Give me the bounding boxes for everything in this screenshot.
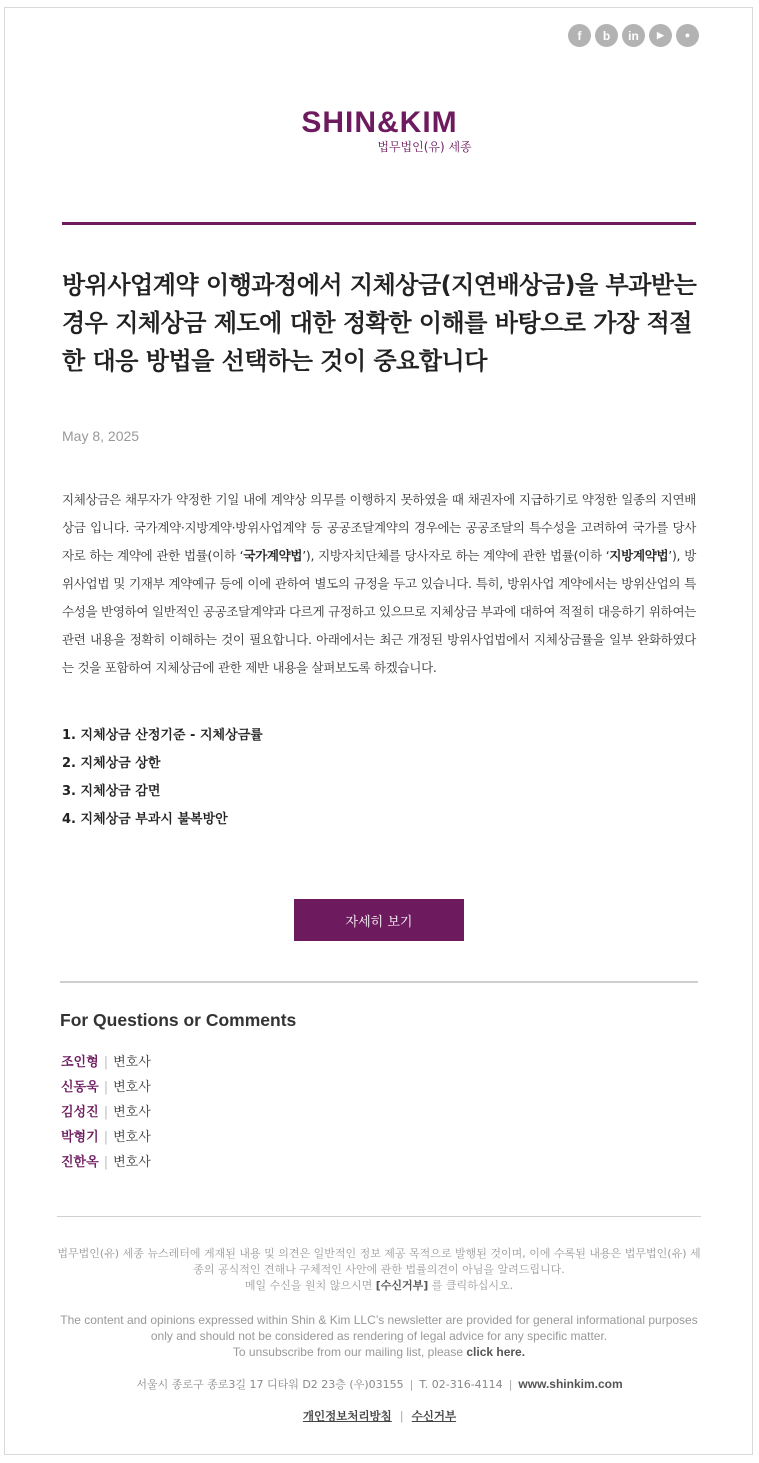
contact-list <box>61 1050 151 1175</box>
questions-heading: For Questions or Comments <box>60 1010 297 1030</box>
office-address: 서울시 종로구 종로3길 17 디타워 D2 23층 (우)03155 <box>136 1378 404 1391</box>
contact-item <box>61 1050 151 1075</box>
pipe-separator: | <box>409 1378 414 1391</box>
logo-wordmark: SHIN&KIM <box>301 106 458 139</box>
facebook-icon[interactable]: f <box>568 24 591 47</box>
youtube-icon[interactable]: ▶ <box>649 24 672 47</box>
toc-item: 1. 지체상금 산정기준 - 지체상금률 <box>62 728 263 743</box>
disclaimer-text: The content and opinions expressed within Shin & Kim LLC’s newsletter are provided for general informational purposes only and should not be considered as rendering of legal advice for any specific matter. <box>60 1313 698 1343</box>
contact-role: 변호사 <box>113 1130 151 1145</box>
contact-name[interactable]: 김성진 <box>61 1105 99 1120</box>
contact-item <box>61 1075 151 1100</box>
body-segment: ’), 방위사업법 및 기재부 계약예규 등에 이에 관하여 별도의 규정을 두고 있습니다. 특히, 방위사업 계약에서는 방위산업의 특수성을 반영하여 일반적인 공공조달계약과 다르게 규정하고 있으므로 지체상금 부과에 대하여 적절히 대응하기 위하여는 관련 내용을 정확히 이해하는 것이 필요합니다. 아래에서는 최근 개정된 방위사업법에서 지체상금률을 일부 완화하였다는 것을 포함하여 지체상금에 관한 제반 내용을 살펴보도록 하겠습니다. <box>62 548 696 675</box>
contact-separator: | <box>103 1080 109 1095</box>
disclaimer-korean <box>57 1246 701 1294</box>
unsubscribe-inline-en[interactable]: click here. <box>466 1345 526 1359</box>
contact-name[interactable]: 조인형 <box>61 1055 99 1070</box>
disclaimer-english <box>57 1312 701 1360</box>
contact-role: 변호사 <box>113 1080 151 1095</box>
unsubscribe-link[interactable]: 수신거부 <box>411 1409 457 1423</box>
contact-role: 변호사 <box>113 1055 151 1070</box>
contact-separator: | <box>103 1130 109 1145</box>
table-of-contents <box>62 722 263 834</box>
body-bold-term: 국가계약법 <box>243 548 303 563</box>
disclaimer-text: 법무법인(유) 세종 뉴스레터에 게재된 내용 및 의견은 일반적인 정보 제공 목적으로 발행된 것이며, 이에 수록된 내용은 법무법인(유) 세종의 공식적인 견해나 구체적인 사안에 관한 법률의견이 아님을 알려드립니다. <box>57 1247 701 1276</box>
toc-item: 3. 지체상금 감면 <box>62 784 161 799</box>
header-divider <box>62 222 696 225</box>
linkedin-icon[interactable]: in <box>622 24 645 47</box>
section-divider <box>60 981 698 983</box>
disclaimer-text: 메일 수신을 원치 않으시면 <box>244 1279 376 1292</box>
disclaimer-text: To unsubscribe from our mailing list, please <box>232 1345 467 1359</box>
body-segment: 지체상금은 채무자가 약정한 기일 내에 계약상 의무를 이행하지 못하였을 때 채권자에 지급하기로 약정한 일종의 지연배상금 입니다. 국가계약·지방계약·방위사업계약 등 공공조달계약의 경우에는 공공조달의 특수성을 고려하여 국가를 당사자로 하는 계약에 관한 법률(이하 ‘ <box>62 492 696 563</box>
contact-separator: | <box>103 1105 109 1120</box>
logo-subtitle: 법무법인(유) 세종 <box>377 140 472 154</box>
article-body <box>62 486 696 682</box>
contact-item <box>61 1100 151 1125</box>
social-links <box>568 24 699 47</box>
contact-separator: | <box>103 1055 109 1070</box>
website-link[interactable]: www.shinkim.com <box>518 1377 623 1391</box>
privacy-policy-link[interactable]: 개인정보처리방침 <box>302 1409 392 1423</box>
footer-divider <box>57 1216 701 1217</box>
office-phone: T. 02-316-4114 <box>419 1378 503 1391</box>
contact-name[interactable]: 박형기 <box>61 1130 99 1145</box>
footer-links <box>0 1408 759 1424</box>
body-bold-term: 지방계약법 <box>609 548 669 563</box>
pipe-separator: | <box>399 1409 404 1423</box>
unsubscribe-inline-ko[interactable]: [수신거부] <box>375 1279 429 1292</box>
contact-item <box>61 1125 151 1150</box>
contact-role: 변호사 <box>113 1155 151 1170</box>
toc-item: 4. 지체상금 부과시 불복방안 <box>62 812 228 827</box>
contact-name[interactable]: 신동욱 <box>61 1080 99 1095</box>
toc-item: 2. 지체상금 상한 <box>62 756 161 771</box>
brand-logo[interactable] <box>0 106 759 154</box>
body-segment: ’), 지방자치단체를 당사자로 하는 계약에 관한 법률(이하 ‘ <box>302 548 610 563</box>
article-date: May 8, 2025 <box>62 428 140 444</box>
contact-role: 변호사 <box>113 1105 151 1120</box>
office-address-line <box>0 1376 759 1392</box>
contact-separator: | <box>103 1155 109 1170</box>
contact-name[interactable]: 진한옥 <box>61 1155 99 1170</box>
article-title: 방위사업계약 이행과정에서 지체상금(지연배상금)을 부과받는 경우 지체상금 제도에 대한 정확한 이해를 바탕으로 가장 적절한 대응 방법을 선택하는 것이 중요합니다 <box>62 271 697 375</box>
pipe-separator: | <box>508 1378 513 1391</box>
blog-icon[interactable]: b <box>595 24 618 47</box>
contact-item <box>61 1150 151 1175</box>
disclaimer-text: 를 클릭하십시오. <box>428 1279 514 1292</box>
read-more-button[interactable]: 자세히 보기 <box>294 899 464 941</box>
kakao-icon[interactable]: ● <box>676 24 699 47</box>
